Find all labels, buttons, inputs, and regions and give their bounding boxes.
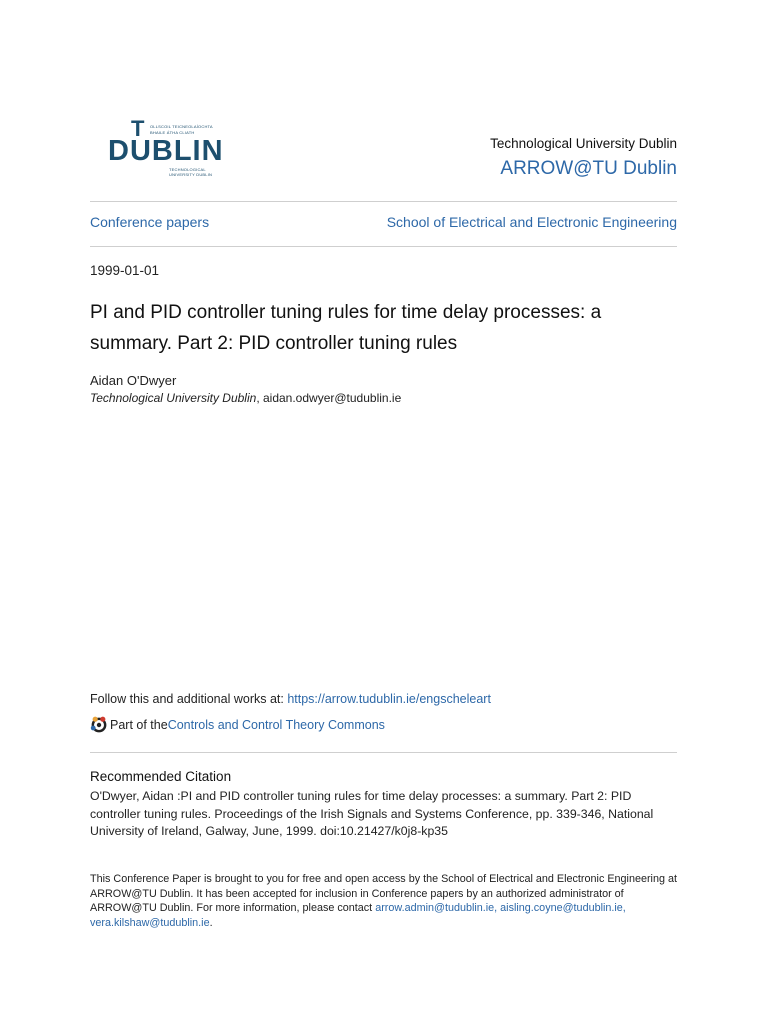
logo-wordmark: DUBLIN xyxy=(108,135,224,167)
citation-divider xyxy=(90,752,677,753)
author-name: Aidan O'Dwyer xyxy=(90,373,177,388)
footer-text: This Conference Paper is brought to you for free and open access by the School of Electrical and Electronic Engineering at ARROW@TU Dublin. It has been accepted for inclusion in Conference papers by an authorized administrator of ARROW@TU Dublin. For more information, please contact xyxy=(90,873,677,914)
citation-text: O'Dwyer, Aidan :PI and PID controller tuning rules for time delay processes: a summary. Part 2: PID controller tuning rules. Proceedings of the Irish Signals and Systems Conference, pp. 339-346, National University of Ireland, Galway, June, 1999. doi:10.21427/k0j8-kp35 xyxy=(90,789,654,838)
school-link[interactable]: School of Electrical and Electronic Engineering xyxy=(386,214,677,230)
commons-network-icon xyxy=(90,716,108,734)
part-of-line xyxy=(90,715,385,735)
citation-heading: Recommended Citation xyxy=(90,769,232,784)
affiliation-name: Technological University Dublin xyxy=(90,391,257,405)
logo-wordmark-top: T xyxy=(131,116,145,141)
institution-name: Technological University Dublin xyxy=(490,136,677,151)
logo-tagline-2: BHAILE ÁTHA CLIATH xyxy=(150,130,195,135)
part-of-prefix: Part of the xyxy=(110,718,168,732)
header-divider xyxy=(90,201,677,202)
footer-notice xyxy=(90,872,680,930)
follow-url-link[interactable]: https://arrow.tudublin.ie/engscheleart xyxy=(287,692,491,706)
author-affiliation xyxy=(90,391,401,405)
nav-divider xyxy=(90,246,677,247)
logo-sub-1: TECHNOLOGICAL xyxy=(169,167,206,172)
author-email: , aidan.odwyer@tudublin.ie xyxy=(256,391,402,405)
logo-tagline-1: OLLSCOIL TEICNEOLAÍOCHTA xyxy=(150,124,213,129)
repository-link[interactable]: ARROW@TU Dublin xyxy=(500,158,677,179)
contact-links[interactable]: arrow.admin@tudublin.ie, aisling.coyne@tudublin.ie, vera.kilshaw@tudublin.ie xyxy=(90,902,626,929)
tu-dublin-logo[interactable] xyxy=(90,116,224,180)
collection-link[interactable]: Conference papers xyxy=(90,214,210,230)
follow-prefix: Follow this and additional works at: xyxy=(90,692,288,706)
footer-end: . xyxy=(209,916,213,929)
paper-title: PI and PID controller tuning rules for time delay processes: a summary. Part 2: PID controller tuning rules xyxy=(90,302,602,354)
commons-link[interactable]: Controls and Control Theory Commons xyxy=(167,718,385,732)
follow-line xyxy=(90,692,491,706)
publication-date: 1999-01-01 xyxy=(90,263,160,278)
logo-sub-2: UNIVERSITY DUBLIN xyxy=(169,172,213,177)
